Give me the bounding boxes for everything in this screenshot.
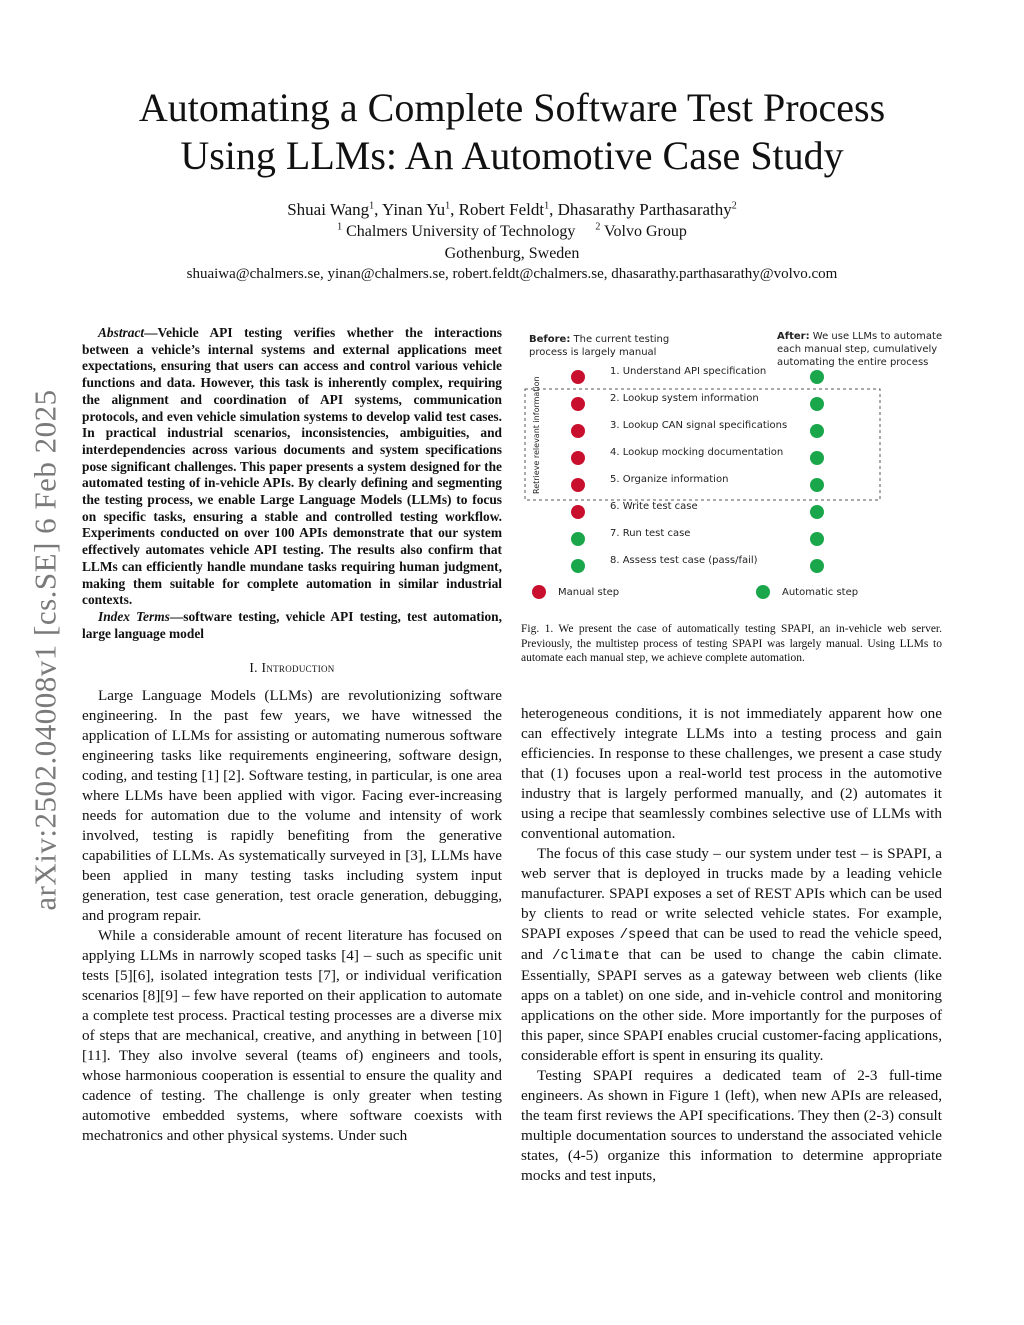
after-subheading-2: automating the entire process <box>777 357 929 368</box>
after-step-dot <box>810 505 824 519</box>
legend-auto-label: Automatic step <box>782 587 859 598</box>
author: Shuai Wang$^1$, <box>287 200 382 219</box>
abstract <box>82 325 502 609</box>
step-label: 3. Lookup CAN signal specifications <box>610 420 788 431</box>
before-step-dot <box>571 505 585 519</box>
before-step-dot <box>571 559 585 573</box>
author: Dhasarathy Parthasarathy$^2$ <box>557 200 737 219</box>
step-row <box>571 447 824 465</box>
index-terms <box>82 609 502 642</box>
arxiv-stamp <box>16 370 76 930</box>
after-step-dot <box>810 451 824 465</box>
step-row <box>571 366 824 384</box>
author: Yinan Yu$^1$, <box>382 200 459 219</box>
before-step-dot <box>571 424 585 438</box>
step-row <box>571 501 824 519</box>
paper-title <box>100 84 924 180</box>
speed-endpoint: /speed <box>619 927 670 943</box>
index-terms-text: —software testing, vehicle API testing, test automation, large language model <box>82 608 502 641</box>
after-step-dot <box>810 397 824 411</box>
step-label: 7. Run test case <box>610 528 691 539</box>
before-heading: Before: The current testing <box>529 334 670 345</box>
after-heading: After: We use LLMs to automate <box>777 331 942 342</box>
abstract-label: Abstract <box>98 325 145 340</box>
step-rows <box>571 366 824 573</box>
affiliation: $^1$ Chalmers University of Technology <box>337 221 576 240</box>
step-label: 4. Lookup mocking documentation <box>610 447 784 458</box>
climate-endpoint: /climate <box>552 948 620 964</box>
title-line-1: Automating a Complete Software Test Process <box>138 85 886 130</box>
before-step-dot <box>571 451 585 465</box>
step-label: 2. Lookup system information <box>610 393 759 404</box>
step-label: 6. Write test case <box>610 501 698 512</box>
section-heading: I. Introduction <box>249 660 335 676</box>
step-row <box>571 474 824 492</box>
before-step-dot <box>571 397 585 411</box>
author-list <box>100 200 924 220</box>
after-step-dot <box>810 478 824 492</box>
figure-caption: Fig. 1. We present the case of automatically testing SPAPI, an in-vehicle web server. Previously, the multistep process of testing SPAPI was largely manual. Using LLMs to automate each manual step, we achieve complete automation. <box>521 623 942 664</box>
city: Gothenburg, Sweden <box>444 245 580 262</box>
author: Robert Feldt$^1$, <box>458 200 558 219</box>
legend-manual-dot <box>532 585 546 599</box>
right-column <box>521 704 942 1186</box>
before-step-dot <box>571 532 585 546</box>
step-row <box>571 420 824 438</box>
title-line-2: Using LLMs: An Automotive Case Study <box>180 133 844 178</box>
after-subheading-1: each manual step, cumulatively <box>777 344 938 355</box>
affiliations <box>100 223 924 241</box>
step-label: 8. Assess test case (pass/fail) <box>610 555 758 566</box>
intro-paragraph-3: heterogeneous conditions, it is not immediately apparent how one can effectively integrate LLMs into a testing process and gain efficiencies. In response to these challenges, we present a case study that (1) focuses upon a real-world test process in the automotive industry that is largely performed manually, and (2) automates it using a recipe that seamlessly combines selective use of LLMs with conventional automation. <box>521 705 942 842</box>
before-step-dot <box>571 478 585 492</box>
affiliation: $^2$ Volvo Group <box>595 221 687 240</box>
after-step-dot <box>810 424 824 438</box>
index-terms-label: Index Terms <box>98 608 170 624</box>
legend-manual-label: Manual step <box>558 587 620 598</box>
process-diagram <box>521 326 942 616</box>
retrieval-label: Retrieve relevant information <box>532 376 541 494</box>
step-row <box>571 555 824 573</box>
step-row <box>571 393 824 411</box>
after-step-dot <box>810 370 824 384</box>
step-label: 1. Understand API specification <box>610 366 767 377</box>
step-row <box>571 528 824 546</box>
legend-auto-dot <box>756 585 770 599</box>
abstract-text: —Vehicle API testing verifies whether the interactions between a vehicle’s internal systems and external applications meet expectations, ensuring that users can access and control various vehicle functions and data. However, this task is inherently complex, requiring the alignment and coordination of API systems, communication protocols, and even vehicle simulation systems to develop valid test cases. In practical industrial scenarios, inconsistencies, ambiguities, and interdependencies across various documents and system specifications pose significant challenges. This paper presents a system designed for the automated testing of in-vehicle APIs. By clearly defining and segmenting the testing process, we enable Large Language Models (LLMs) to focus on specific tasks, ensuring a stable and controlled testing workflow. Experiments conducted on over 100 APIs demonstrate that our system effectively automates vehicle API testing. The results also confirm that LLMs can efficiently handle mundane tasks requiring human judgment, making them suitable for complete automation in similar industrial contexts. <box>82 325 502 608</box>
after-step-dot <box>810 559 824 573</box>
figure-1 <box>521 326 942 616</box>
author-emails: shuaiwa@chalmers.se, yinan@chalmers.se, robert.feldt@chalmers.se, dhasarathy.parthasarathy@volvo.com <box>186 266 838 282</box>
intro-paragraph-1: Large Language Models (LLMs) are revolutionizing software engineering. In the past few years, we have witnessed the application of LLMs for assisting or automating numerous software engineering tasks like requirements engineering, software design, coding, and testing [1] [2]. Software testing, in particular, is one area where LLMs have been applied with vigor. Facing ever-increasing needs for automation due to the volume and intensity of work involved, testing is rapidly benefiting from the generative capabilities of LLMs. As systematically surveyed in [3], LLMs have been applied in many testing tasks including system input generation, test case generation, test oracle generation, debugging, and program repair. <box>82 687 502 925</box>
before-subheading: process is largely manual <box>529 347 657 358</box>
intro-paragraph-2: While a considerable amount of recent literature has focused on applying LLMs in narrowly scoped tasks [4] – such as specific unit tests [5][6], isolated integration tests [7], or individual verification scenarios [8][9] – few have reported on their application to automate a complete test process. Practical testing processes are a diverse mix of steps that are mechanical, creative, and anything in between [10][11]. They also involve several (teams of) engineers and tools, whose harmonious cooperation is essential to ensure the quality and cadence of testing. The challenge is only greater when testing automotive embedded systems, where software coexists with mechatronics and other physical systems. Under such <box>82 927 502 1145</box>
after-step-dot <box>810 532 824 546</box>
before-step-dot <box>571 370 585 384</box>
intro-paragraph-4: The focus of this case study – our system under test – is SPAPI, a web server that is deployed in trucks made by a leading vehicle manufacturer. SPAPI exposes a set of REST APIs which can be used by clients to read or write selected vehicle states. For example, SPAPI exposes /speed that can be used to read the vehicle speed, and /climate that can be used to change the cabin climate. Essentially, SPAPI serves as a gateway between web clients (like apps on a tablet) on one side, and in-vehicle control and monitoring applications on the other side. More importantly for the purposes of this paper, since SPAPI enables crucial customer-facing applications, considerable effort is spent in ensuring its quality. <box>521 845 942 1064</box>
left-column <box>82 325 502 1146</box>
step-label: 5. Organize information <box>610 474 729 485</box>
arxiv-id: arXiv:2502.04008v1 [cs.SE] 6 Feb 2025 <box>28 389 63 911</box>
intro-paragraph-5: Testing SPAPI requires a dedicated team of 2-3 full-time engineers. As shown in Figure 1 (left), when new APIs are released, the team first reviews the API specifications. They then (2-3) consult multiple documentation sources to understand the associated vehicle states, (4-5) organize this information to determine appropriate mocks and test inputs, <box>521 1067 942 1184</box>
